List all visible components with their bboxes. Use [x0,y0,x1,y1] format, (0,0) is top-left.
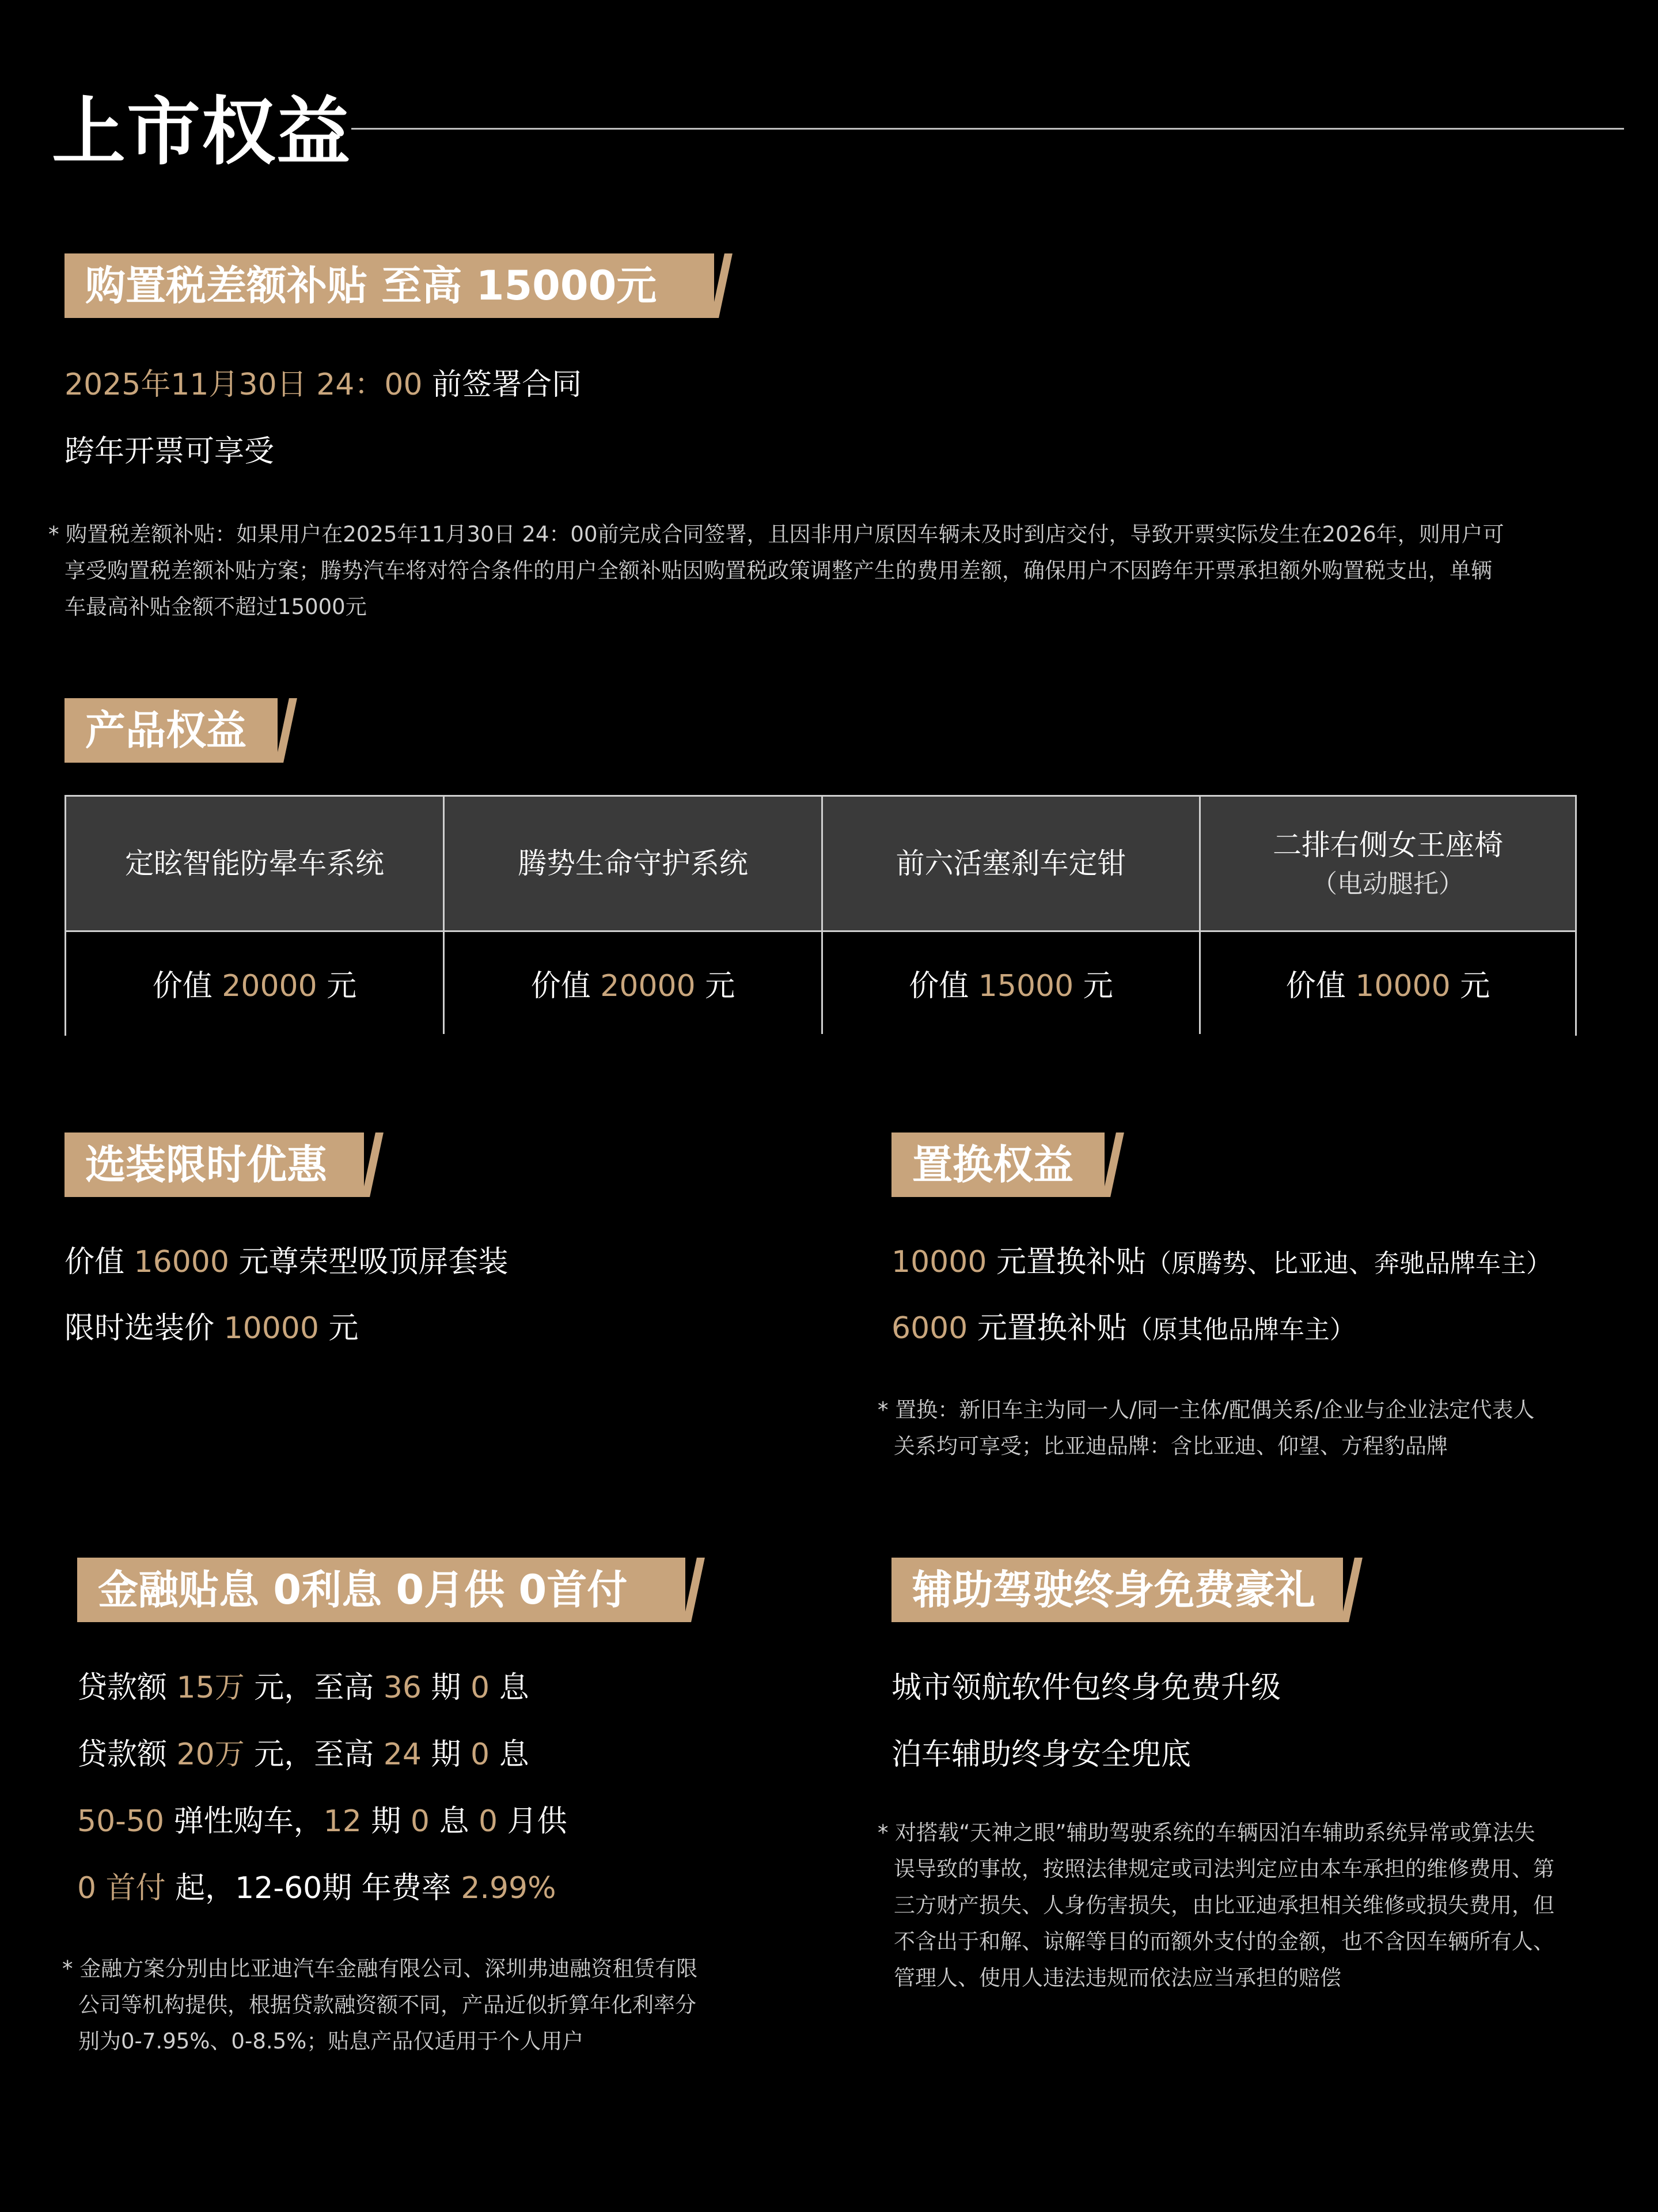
finance-value: 0 [471,1671,490,1705]
tax-note [48,516,1603,625]
finance-line [77,1800,567,1843]
finance-text: 弹性购车， [164,1804,324,1839]
finance-text: 元，至高 [244,1671,384,1705]
tax-deadline-date: 2025年11月30日 24：00 [65,368,423,402]
tradein-label: 元置换补贴 [968,1311,1127,1346]
feature-name: 定眩智能防晕车系统 [125,847,384,880]
finance-value: 20万 [176,1737,245,1772]
finance-value: 0 [479,1804,498,1839]
table-value-cell [1201,932,1575,1034]
table-header-cell [445,797,821,930]
finance-text: 息 [490,1671,529,1705]
tag-slash [1341,1558,1363,1622]
feature-value [1286,961,1490,1005]
table-header-cell [66,797,443,930]
tradein-amount: 6000 [891,1311,968,1346]
finance-value: 24 [383,1737,422,1772]
option-price-line [65,1306,358,1350]
feature-name: 前六活塞刹车定钳 [896,847,1126,880]
tag-slash [362,1132,384,1197]
feature-subtitle: （电动腿托） [1312,869,1464,899]
finance-text: 起，12-60期 年费率 [165,1871,461,1906]
finance-value: 0 [410,1804,430,1839]
tradein-tag [891,1132,1105,1197]
table-value-cell [66,932,443,1034]
tag-slash [275,698,297,763]
finance-note [62,1950,834,2059]
value-amount: 15000 [978,969,1074,1003]
option-offer-tag-label: 选装限时优惠 [85,1141,327,1188]
product-benefits-tag-label: 产品权益 [85,707,246,754]
tradein-amount: 10000 [891,1245,987,1279]
finance-text: 息 [429,1804,479,1839]
tax-deadline-line [65,363,582,407]
tag-slash [683,1558,705,1622]
option-offer-tag [65,1132,364,1197]
finance-text: 期 [421,1737,471,1772]
option-value-amount: 16000 [134,1245,229,1279]
option-value-line [65,1240,508,1284]
finance-text: 贷款额 [77,1671,177,1705]
value-amount: 20000 [222,969,317,1003]
finance-line [77,1666,529,1710]
table-header-cell [1201,797,1575,930]
tradein-note-line: 关系均可享受；比亚迪品牌：含比亚迪、仰望、方程豹品牌 [894,1434,1448,1459]
adas-note-line: 管理人、使用人违法违规而依法应当承担的赔偿 [894,1965,1341,1990]
finance-value: 15万 [176,1671,245,1705]
tag-slash [1102,1132,1124,1197]
table-value-cell [823,932,1199,1034]
option-price-unit: 元 [318,1311,359,1346]
finance-line [77,1733,529,1777]
finance-line [77,1866,556,1910]
tax-subsidy-tag [65,253,714,318]
tradein-condition: （原腾势、比亚迪、奔驰品牌车主） [1145,1249,1551,1278]
product-benefits-tag [65,698,278,763]
value-unit: 元 [1450,969,1490,1003]
value-prefix: 价值 [152,969,222,1003]
feature-value [531,961,735,1005]
adas-line-2: 泊车辅助终身安全兜底 [891,1737,1192,1772]
option-price-prefix: 限时选装价 [65,1311,224,1346]
finance-value: 50-50 [77,1804,165,1839]
tradein-tag-label: 置换权益 [912,1141,1073,1188]
page-title: 上市权益 [52,89,352,175]
tax-deadline-text: 前签署合同 [422,368,582,402]
option-value-prefix: 价值 [65,1245,134,1279]
finance-text: 期 [421,1671,471,1705]
option-value-desc: 元尊荣型吸顶屏套装 [229,1245,509,1279]
finance-text: 息 [490,1737,529,1772]
table-value-cell [445,932,821,1034]
adas-note-line: 不含出于和解、谅解等目的而额外支付的金额，也不含因车辆所有人、 [894,1929,1554,1954]
finance-value: 36 [383,1671,422,1705]
adas-gift-tag-label: 辅助驾驶终身免费豪礼 [912,1566,1315,1613]
tradein-line-2 [891,1306,1355,1352]
feature-name: 腾势生命守护系统 [518,847,748,880]
feature-name: 二排右侧女王座椅 [1273,828,1503,862]
value-amount: 20000 [600,969,696,1003]
value-unit: 元 [317,969,357,1003]
finance-tag [77,1558,685,1622]
adas-note [878,1815,1626,1996]
finance-value: 12 [323,1804,362,1839]
finance-text: 期 [361,1804,411,1839]
product-benefits-table [65,795,1577,1036]
tax-crossyear-line: 跨年开票可享受 [65,434,275,469]
tax-note-line: * 购置税差额补贴：如果用户在2025年11月30日 24：00前完成合同签署，且因非用户原因车辆未及时到店交付，导致开票实际发生在2026年，则用户可 [48,522,1504,547]
adas-gift-tag [891,1558,1343,1622]
title-divider [351,128,1624,130]
feature-value [909,961,1113,1005]
tradein-note-line: * 置换：新旧车主为同一人/同一主体/配偶关系/企业与企业法定代表人 [878,1397,1535,1422]
tradein-note [878,1392,1626,1464]
adas-note-line: 误导致的事故，按照法律规定或司法判定应由本车承担的维修费用、第 [894,1857,1554,1881]
value-unit: 元 [1073,969,1113,1003]
value-amount: 10000 [1355,969,1451,1003]
option-price-amount: 10000 [223,1311,319,1346]
finance-value: 0 [471,1737,490,1772]
value-prefix: 价值 [909,969,978,1003]
finance-text: 贷款额 [77,1737,177,1772]
value-prefix: 价值 [1285,969,1356,1003]
tax-subsidy-tag-label: 购置税差额补贴 至高 15000元 [85,262,657,309]
finance-note-line: 别为0-7.95%、0-8.5%；贴息产品仅适用于个人用户 [78,2029,584,2054]
value-prefix: 价值 [530,969,601,1003]
adas-note-line: 三方财产损失、人身伤害损失，由比亚迪承担相关维修或损失费用，但 [894,1893,1554,1918]
feature-value [153,961,356,1005]
adas-line-1: 城市领航软件包终身免费升级 [891,1671,1281,1705]
table-header-cell [823,797,1199,930]
finance-value: 2.99% [461,1871,556,1906]
finance-text: 元，至高 [244,1737,384,1772]
finance-value: 0 首付 [77,1871,166,1906]
finance-note-line: 公司等机构提供，根据贷款融资额不同，产品近似折算年化利率分 [78,1993,696,2017]
tradein-condition: （原其他品牌车主） [1126,1315,1355,1344]
adas-note-line: * 对搭载“天神之眼”辅助驾驶系统的车辆因泊车辅助系统异常或算法失 [878,1820,1535,1845]
tradein-label: 元置换补贴 [987,1245,1146,1279]
value-unit: 元 [695,969,735,1003]
finance-note-line: * 金融方案分别由比亚迪汽车金融有限公司、深圳弗迪融资租赁有限 [62,1956,698,1981]
tax-note-line: 享受购置税差额补贴方案；腾势汽车将对符合条件的用户全额补贴因购置税政策调整产生的费用差额，确保用户不因跨年开票承担额外购置税支出，单辆 [65,558,1492,583]
tradein-line-1 [891,1240,1551,1286]
finance-tag-label: 金融贴息 0利息 0月供 0首付 [98,1566,628,1613]
finance-text: 月供 [498,1804,567,1839]
tax-note-line: 车最高补贴金额不超过15000元 [65,594,367,619]
